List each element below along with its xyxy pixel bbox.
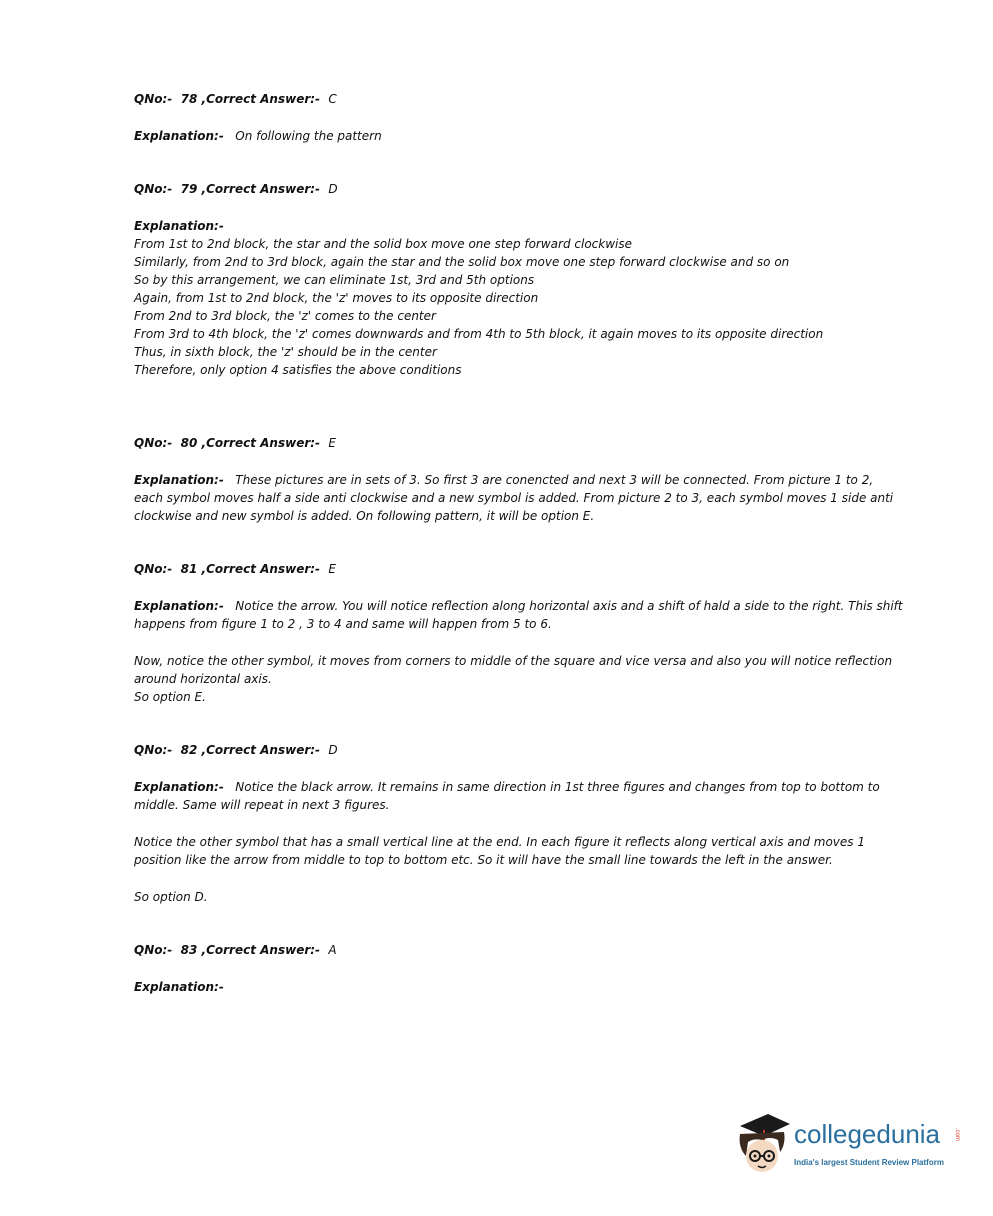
explanation-line: From 3rd to 4th block, the 'z' comes downwards and from 4th to 5th block, it again moves to its opposite direction	[134, 327, 824, 341]
explanation-paragraph: So option D.	[134, 890, 208, 904]
explanation-paragraph: So option E.	[134, 690, 206, 704]
question-header: QNo:- 80 ,Correct Answer:- E	[134, 436, 336, 450]
explanation-line: So by this arrangement, we can eliminate 1st, 3rd and 5th options	[134, 273, 535, 287]
mascot-icon	[734, 1108, 794, 1180]
question-header: QNo:- 81 ,Correct Answer:- E	[134, 562, 336, 576]
correct-answer: E	[328, 436, 336, 450]
explanation: Explanation:-	[134, 219, 224, 233]
explanation-line: From 1st to 2nd block, the star and the solid box move one step forward clockwise	[134, 237, 633, 251]
logo-brand-text: collegedunia	[794, 1119, 941, 1149]
question-header: QNo:- 79 ,Correct Answer:- D	[134, 182, 338, 196]
explanation-line: From 2nd to 3rd block, the 'z' comes to the center	[134, 309, 436, 323]
correct-answer: C	[328, 92, 337, 106]
explanation: Explanation:- These pictures are in sets of 3. So first 3 are conencted and next 3 will be connected. From picture 1 to 2, each symbol moves half a side anti clockwise and a new symbol is added. From picture 2 to 3, each symbol moves 1 side anti clockwise and new symbol is added. On following pattern, it will be option E.	[134, 473, 894, 523]
correct-answer: D	[328, 182, 338, 196]
correct-answer: A	[328, 943, 337, 957]
explanation-line: Therefore, only option 4 satisfies the above conditions	[134, 363, 462, 377]
question-header: QNo:- 83 ,Correct Answer:- A	[134, 943, 337, 957]
logo-tagline: India's largest Student Review Platform	[794, 1158, 944, 1167]
answer-key-content	[134, 90, 904, 996]
explanation-paragraph: Notice the other symbol that has a small vertical line at the end. In each figure it reflects along vertical axis and moves 1 position like the arrow from middle to top to bottom etc. So it will have the small line towards the left in the answer.	[134, 835, 865, 867]
explanation: Explanation:- Notice the black arrow. It remains in same direction in 1st three figures and changes from top to bottom to middle. Same will repeat in next 3 figures.	[134, 780, 880, 812]
question-header: QNo:- 78 ,Correct Answer:- C	[134, 92, 337, 106]
explanation-line: Similarly, from 2nd to 3rd block, again the star and the solid box move one step forward clockwise and so on	[134, 255, 790, 269]
correct-answer: D	[328, 743, 338, 757]
explanation-paragraph: Now, notice the other symbol, it moves from corners to middle of the square and vice versa and also you will notice reflection around horizontal axis.	[134, 654, 893, 686]
explanation: Explanation:- Notice the arrow. You will notice reflection along horizontal axis and a shift of hald a side to the right. This shift happens from figure 1 to 2 , 3 to 4 and same will happen from 5 to 6.	[134, 599, 903, 631]
explanation: Explanation:- On following the pattern	[134, 129, 382, 143]
correct-answer: E	[328, 562, 336, 576]
explanation-line: Again, from 1st to 2nd block, the 'z' moves to its opposite direction	[134, 291, 539, 305]
collegedunia-logo	[734, 1108, 964, 1180]
explanation: Explanation:-	[134, 980, 224, 994]
logo-domain-suffix: .com	[954, 1128, 960, 1142]
question-header: QNo:- 82 ,Correct Answer:- D	[134, 743, 338, 757]
explanation-line: Thus, in sixth block, the 'z' should be in the center	[134, 345, 437, 359]
